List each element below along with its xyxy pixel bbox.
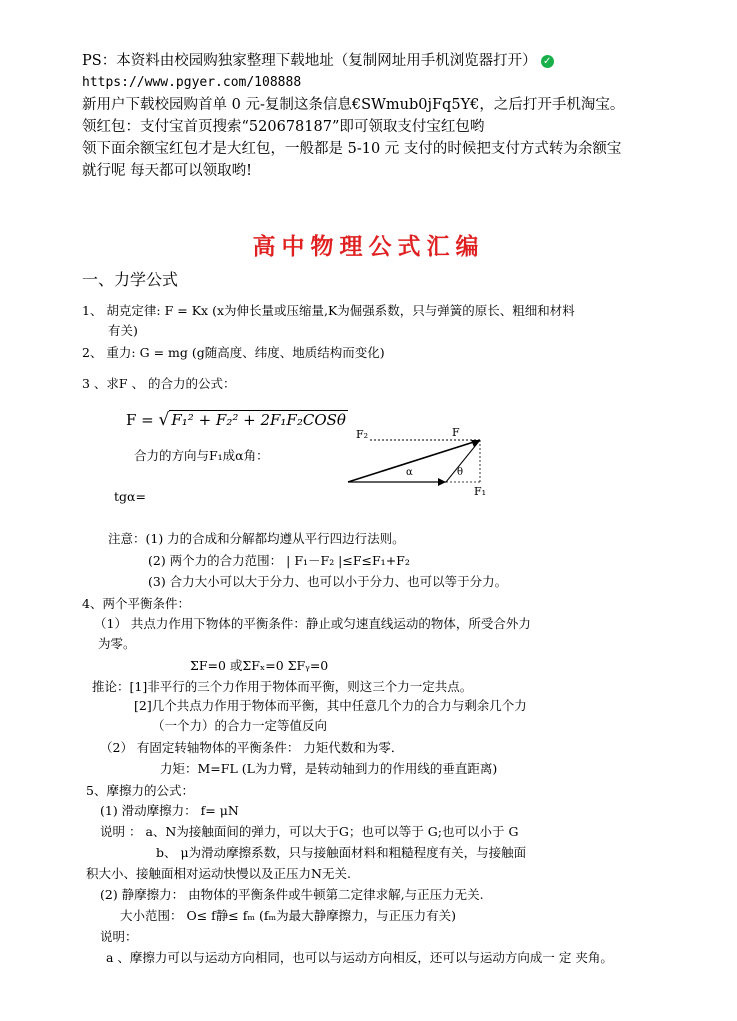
tan-text: tgα= [114, 489, 146, 504]
note-3: (3) 合力大小可以大于分力、也可以小于分力、也可以等于分力。 [148, 574, 508, 589]
item-5a-note-b: b、 μ为滑动摩擦系数，只与接触面材料和粗糙程度有关，与接触面 [156, 845, 527, 860]
label-theta: θ [457, 467, 464, 478]
header-line-4: 领红包：支付宝首页搜索“520678187”即可领取支付宝红包哟 [82, 119, 485, 135]
label-alpha: α [406, 467, 413, 478]
equilibrium-eq: ΣF=0 或ΣFₓ=0 ΣFᵧ=0 [190, 658, 329, 673]
item-5b-note-a: a 、摩擦力可以与运动方向相同，也可以与运动方向相反，还可以与运动方向成一 定 夹角。 [106, 950, 613, 965]
item-4b: （2） 有固定转轴物体的平衡条件： 力矩代数和为零． [100, 740, 404, 755]
item-5b: (2) 静摩擦力： 由物体的平衡条件或牛顿第二定律求解,与正压力无关. [100, 887, 484, 902]
header-text-1: PS：本资料由校园购独家整理下载地址（复制网址用手机浏览器打开） [82, 53, 537, 69]
item-5b-note: 说明： [100, 929, 138, 944]
formula-radicand: F₁² + F₂² + 2F₁F₂COSθ [171, 411, 346, 429]
item-1-cont: 有关) [108, 323, 138, 338]
inference-2: [2]几个共点力作用于物体而平衡，其中任意几个力的合力与剩余几个力 [134, 698, 527, 713]
item-1: 1、 胡克定律: F = Kx (x为伸长量或压缩量,K为倔强系数，只与弹簧的原长、粗细和材料 [82, 303, 575, 318]
force-diagram [340, 420, 500, 502]
static-range: 大小范围： O≤ f静≤ fₘ (fₘ为最大静摩擦力，与正压力有关) [120, 908, 457, 923]
item-3: 3 、求F 、 的合力的公式： [82, 376, 236, 391]
header-line-3: 新用户下载校园购首单 0 元-复制这条信息€SWmub0jFq5Y€，之后打开手机淘宝。 [82, 97, 625, 113]
resultant-formula: F = √ F₁² + F₂² + 2F₁F₂COSθ [126, 410, 346, 430]
item-4a-cont: 为零。 [98, 636, 136, 651]
check-icon: ✓ [541, 55, 554, 68]
item-5a: (1) 滑动摩擦力： f= μN [100, 803, 239, 818]
note-1: 注意：(1) 力的合成和分解都均遵从平行四边行法则。 [108, 531, 405, 546]
header-line-6: 就行呢 每天都可以领取哟! [82, 163, 252, 179]
label-f: F [452, 426, 460, 439]
torque-def: 力矩：M=FL (L为力臂，是转动轴到力的作用线的垂直距离) [160, 761, 498, 776]
direction-text: 合力的方向与F₁成α角： [134, 448, 269, 463]
header-url[interactable]: https://www.pgyer.com/108888 [82, 75, 302, 90]
inference-3: （一个力）的合力一定等值反向 [152, 718, 328, 733]
section-heading: 一、力学公式 [82, 270, 179, 289]
formula-lhs: F = [126, 411, 154, 429]
note-2: (2) 两个力的合力范围： | F₁－F₂ |≤F≤F₁+F₂ [148, 553, 410, 568]
inference-1: 推论：[1]非平行的三个力作用于物体而平衡，则这三个力一定共点。 [92, 679, 473, 694]
item-5a-note-a: 说明 ： a、N为接触面间的弹力，可以大于G；也可以等于 G;也可以小于 G [100, 824, 519, 839]
label-f1: F₁ [474, 485, 487, 498]
label-f2: F₂ [356, 428, 369, 441]
item-4: 4、两个平衡条件： [82, 596, 190, 611]
item-5: 5、摩擦力的公式： [86, 783, 194, 798]
item-4a: （1） 共点力作用下物体的平衡条件：静止或匀速直线运动的物体，所受合外力 [94, 616, 531, 631]
item-2: 2、 重力: G = mg (g随高度、纬度、地质结构而变化) [82, 345, 385, 360]
header-line-5: 领下面余额宝红包才是大红包，一般都是 5-10 元 支付的时候把支付方式转为余额宝 [82, 141, 622, 157]
document-title: 高中物理公式汇编 [252, 233, 485, 260]
header-line-1 [82, 54, 554, 69]
item-5a-note-b-cont: 积大小、接触面相对运动快慢以及正压力N无关. [86, 866, 351, 881]
